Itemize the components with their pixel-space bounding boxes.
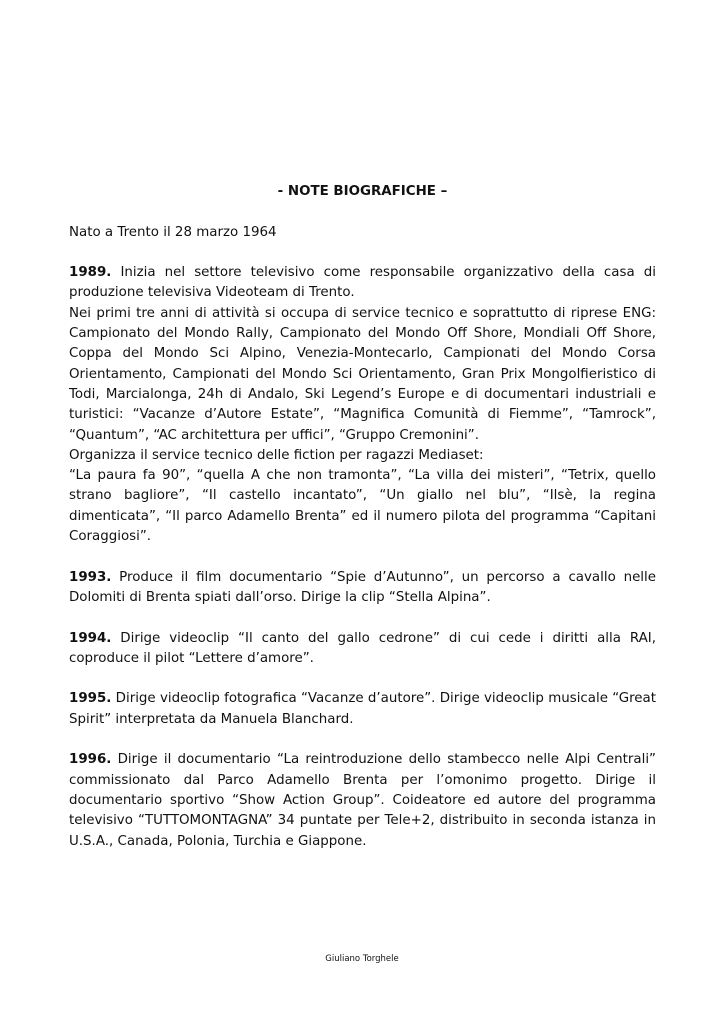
entry-year: 1995. — [69, 691, 112, 707]
entry-1995 — [69, 689, 656, 730]
birth-line: Nato a Trento il 28 marzo 1964 — [69, 224, 277, 240]
entry-1989-intro — [69, 263, 656, 304]
spacer — [69, 608, 656, 628]
entry-1993 — [69, 568, 656, 609]
spacer — [69, 547, 656, 567]
entry-text: Produce il film documentario “Spie d’Autunno”, un percorso a cavallo nelle Dolomiti di Brenta spiati dall’orso. Dirige la clip “Stella Alpina”. — [69, 569, 656, 605]
entry-year: 1989. — [69, 265, 112, 281]
page-title: - NOTE BIOGRAFICHE – — [277, 184, 448, 199]
spacer — [69, 202, 656, 222]
spacer — [69, 730, 656, 750]
entry-year: 1993. — [69, 569, 112, 585]
entry-text: Dirige videoclip “Il canto del gallo cedrone” di cui cede i diritti alla RAI, coproduce il pilot “Lettere d’amore”. — [69, 630, 656, 666]
entry-year: 1994. — [69, 630, 112, 646]
entry-text: Dirige il documentario “La reintroduzione dello stambecco nelle Alpi Centrali” commissionato dal Parco Adamello Brenta per l’omonimo progetto. Dirige il documentario sportivo “Show Action Group”. Coideatore ed autore del programma televisivo “TUTTOMONTAGNA” 34 puntate per Tele+2, distribuito in seconda istanza in U.S.A., Canada, Polonia, Turchia e Giappone. — [69, 752, 656, 849]
spacer — [69, 243, 656, 263]
spacer — [69, 669, 656, 689]
entry-year: 1996. — [69, 752, 112, 768]
entry-text: Dirige videoclip fotografica “Vacanze d’autore”. Dirige videoclip musicale “Great Spirit” interpretata da Manuela Blanchard. — [69, 691, 656, 727]
entry-1989-fiction-intro: Organizza il service tecnico delle fiction per ragazzi Mediaset: — [69, 447, 484, 463]
biography-body — [69, 182, 656, 852]
entry-1996 — [69, 750, 656, 851]
page-footer: Giuliano Torghele — [325, 954, 399, 964]
entry-1989-service: Nei primi tre anni di attività si occupa di service tecnico e soprattutto di riprese ENG: Campionato del Mondo Rally, Campionato del Mondo Off Shore, Mondiali Off Shore, Coppa del Mondo Sci Alpino, Venezia-Montecarlo, Campionati del Mondo Corsa Orientamento, Campionati del Mondo Sci Orientamento, Gran Prix Mongolfieristico di Todi, Marcialonga, 24h di Andalo, Ski Legend’s Europe e di documentari industriali e turistici: “Vacanze d’Autore Estate”, “Magnifica Comunità di Fiemme”, “Tamrock”, “Quantum”, “AC architettura per uffici”, “Gruppo Cremonini”. — [69, 305, 656, 443]
entry-1994 — [69, 629, 656, 670]
entry-1989-fiction-list: “La paura fa 90”, “quella A che non tramonta”, “La villa dei misteri”, “Tetrix, quello strano bagliore”, “Il castello incantato”, “Un giallo nel blu”, “Ilsè, la regina dimenticata”, “Il parco Adamello Brenta” ed il numero pilota del programma “Capitani Coraggiosi”. — [69, 468, 656, 545]
entry-text: Inizia nel settore televisivo come responsabile organizzativo della casa di produzione televisiva Videoteam di Trento. — [69, 265, 656, 301]
